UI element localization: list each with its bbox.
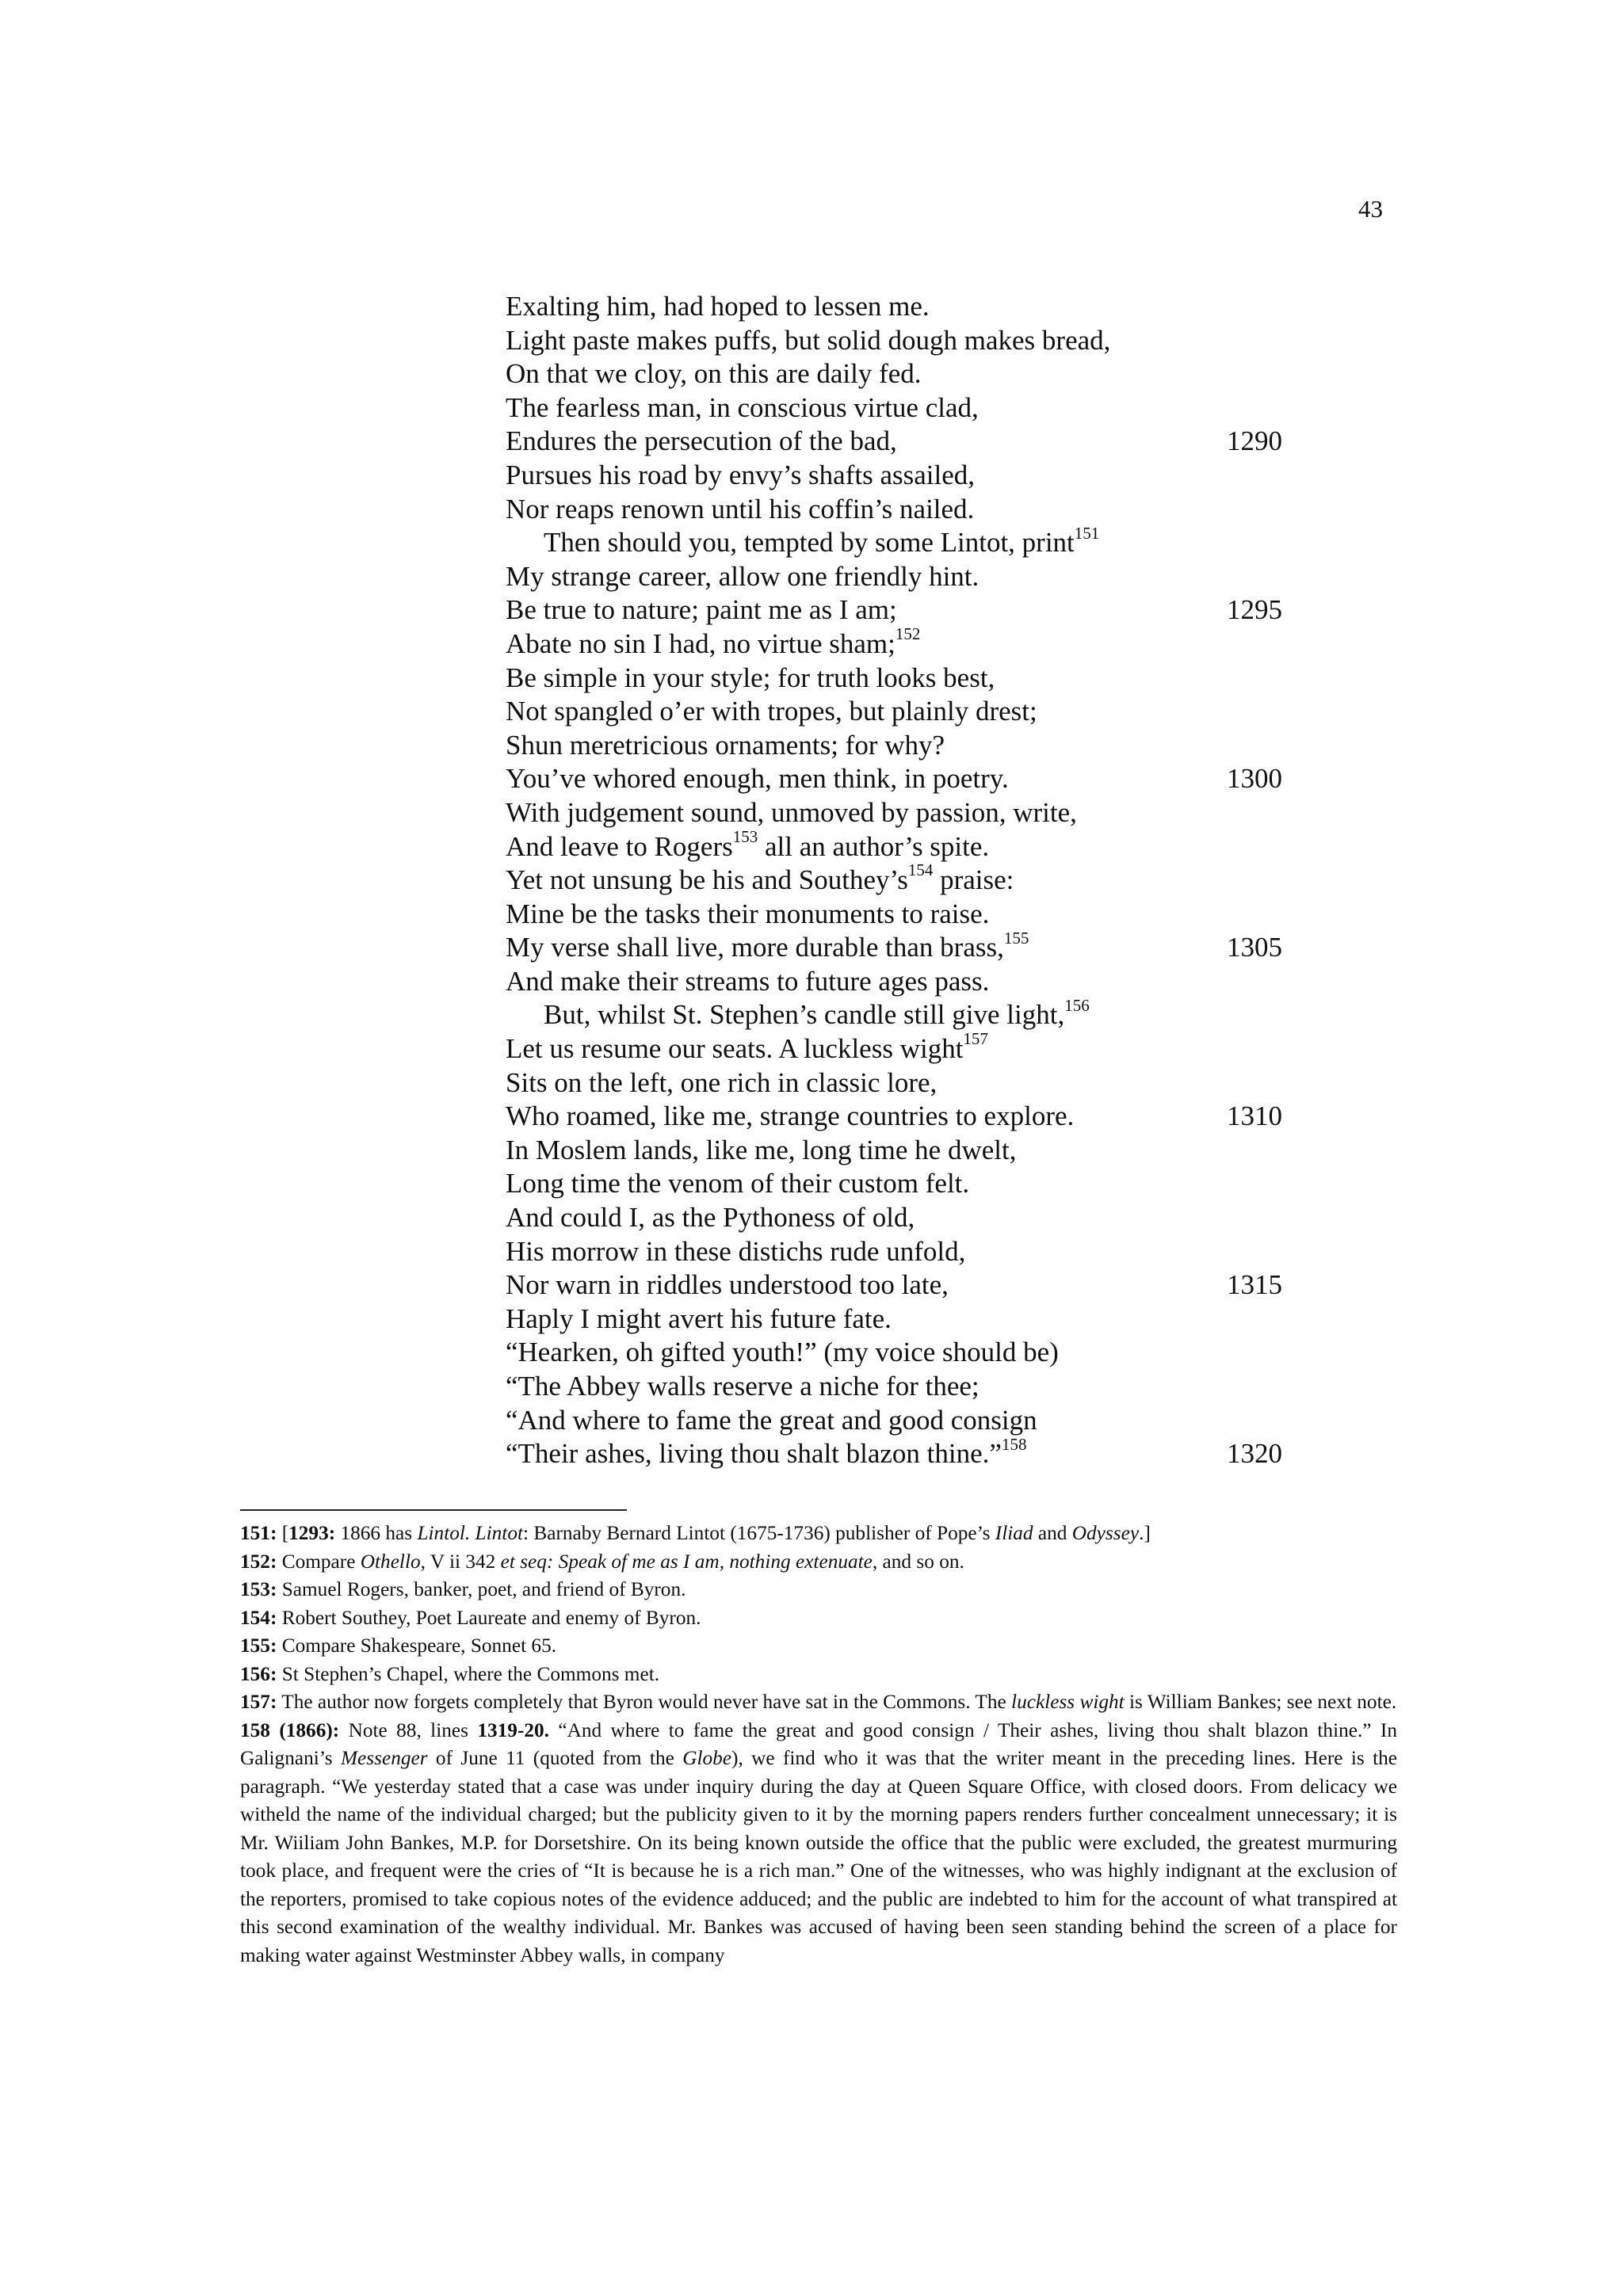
verse-words: The fearless man, in conscious virtue clad, (506, 391, 979, 423)
line-number: 1320 (1227, 1438, 1282, 1470)
footnote-marker[interactable]: 152 (895, 624, 921, 644)
page-number: 43 (1358, 195, 1383, 223)
verse-text (506, 325, 1110, 356)
footnote-text: and (1033, 1522, 1072, 1544)
footnote-text: [ (277, 1522, 289, 1544)
footnote-text: The author now forgets completely that Byron would never have sat in the Commons. The (277, 1691, 1012, 1713)
verse-line (506, 1134, 1314, 1168)
verse-words: Nor warn in riddles understood too late, (506, 1269, 949, 1301)
footnote-label: 154: (240, 1606, 277, 1629)
verse-words: In Moslem lands, like me, long time he dwelt, (506, 1134, 1017, 1165)
verse-text (506, 624, 921, 659)
verse-line (506, 762, 1314, 796)
verse-line (506, 1201, 1314, 1235)
footnote-label: 155: (240, 1634, 277, 1657)
footnote-text: ), we find who it was that the writer meant in the preceding lines. Here is the paragraph. “We yesterday stated that a case was under inquiry during the day at Queen Square Office, with closed doors. From delicacy we witheld the name of the individual charged; but the publicity given to it by the morning papers renders further concealment unnecessary; it is Mr. Wiiliam John Bankes, M.P. for Dorsetshire. On its being known outside the office that the public were excluded, the greatest murmuring took place, and frequent were the cries of “It is because he is a rich man.” One of the witnesses, who was highly indignant at the exclusion of the reporters, promised to take copious notes of the evidence adduced; and the public are indebted to him for the account of what transpired at this second examination of the wealthy individual. Mr. Bankes was accused of having been seen standing behind the screen of a place for making water against Westminster Abbey walls, in company (240, 1747, 1398, 1966)
verse-line (506, 1404, 1314, 1438)
verse-line (506, 695, 1314, 729)
verse-line (506, 928, 1314, 965)
verse-line (506, 1235, 1314, 1269)
line-number: 1300 (1227, 763, 1282, 795)
verse-words: Haply I might avert his future fate. (506, 1302, 892, 1334)
line-number: 1310 (1227, 1100, 1282, 1132)
verse-text (506, 860, 1014, 896)
verse-text (506, 392, 979, 423)
verse-line (506, 995, 1314, 1032)
footnote-emphasis: Othello (360, 1550, 421, 1573)
footnote-label: 156: (240, 1662, 277, 1685)
verse-text (506, 594, 897, 625)
verse-text (506, 291, 930, 322)
line-number: 1295 (1227, 594, 1282, 626)
verse-line (506, 1370, 1314, 1404)
footnote-154 (240, 1604, 1397, 1633)
verse-text (506, 928, 1029, 963)
footnote-text: is William Bankes; see next note. (1124, 1691, 1397, 1713)
verse-line (506, 593, 1314, 627)
verse-words: Endures the persecution of the bad, (506, 425, 897, 457)
footnote-text: Robert Southey, Poet Laureate and enemy of Byron. (277, 1606, 701, 1629)
verse-words: Be true to nature; paint me as I am; (506, 594, 897, 626)
verse-text (506, 425, 897, 456)
verse-text (506, 1405, 1037, 1436)
footnote-text: , and so on. (872, 1550, 964, 1573)
verse-text (506, 1371, 980, 1402)
line-number: 1305 (1227, 932, 1282, 963)
verse-words: You’ve whored enough, men think, in poetry. (506, 763, 1009, 795)
footnote-153 (240, 1576, 1397, 1604)
footnote-text: “And where to fame the great and good consign / Their ashes, living thou shalt blazon thine.” In Galignani’s (240, 1718, 1397, 1769)
footnote-text: Compare (277, 1550, 361, 1573)
verse-text (506, 1168, 969, 1199)
verse-text (506, 1100, 1074, 1131)
verse-line (506, 493, 1314, 527)
footnote-marker[interactable]: 156 (1064, 995, 1090, 1015)
verse-line (506, 965, 1314, 999)
verse-words: Long time the venom of their custom felt. (506, 1168, 970, 1199)
footnote-marker[interactable]: 158 (1001, 1434, 1027, 1454)
footnote-label: 158 (1866): (240, 1718, 340, 1741)
footnote-157 (240, 1688, 1397, 1717)
verse-text (506, 1236, 965, 1267)
verse-words: Who roamed, like me, strange countries to explore. (506, 1100, 1075, 1132)
line-number: 1290 (1227, 425, 1282, 457)
verse-words: Nor reaps renown until his coffin’s nailed. (506, 493, 975, 524)
footnote-emphasis: et seq: Speak of me as I am, nothing extenuate (500, 1550, 873, 1573)
verse-line (506, 391, 1314, 425)
verse-words: Yet not unsung be his and Southey’s (506, 864, 908, 896)
verse-line (506, 624, 1314, 662)
verse-line (506, 523, 1314, 560)
verse-line (506, 290, 1314, 324)
footnote-emphasis: Globe (682, 1747, 732, 1769)
verse-text (506, 358, 922, 389)
footnote-text: Note 88, lines (339, 1718, 478, 1741)
verse-text (506, 1067, 937, 1098)
verse-line (506, 425, 1314, 459)
verse-words: His morrow in these distichs rude unfold, (506, 1235, 966, 1267)
footnote-text: Compare Shakespeare, Sonnet 65. (277, 1634, 557, 1657)
verse-words: My strange career, allow one friendly hint. (506, 560, 980, 592)
footnote-label: 151: (240, 1522, 277, 1544)
verse-words: Exalting him, had hoped to lessen me. (506, 291, 930, 322)
verse-text (506, 1202, 915, 1233)
verse-text (506, 966, 989, 997)
verse-text (506, 797, 1077, 828)
verse-text (506, 561, 979, 592)
footnote-text: 1866 has (335, 1522, 418, 1544)
verse-line (506, 357, 1314, 391)
verse-text (506, 1269, 949, 1300)
footnote-158 (240, 1717, 1397, 1970)
footnote-text: .] (1139, 1522, 1151, 1544)
footnote-emphasis: Lintol. Lintot (417, 1522, 524, 1544)
verse-words: Sits on the left, one rich in classic lore, (506, 1066, 938, 1098)
verse-text (506, 696, 1037, 727)
footnote-151 (240, 1520, 1397, 1548)
verse-line (506, 324, 1314, 358)
footnote-label: 157: (240, 1691, 277, 1713)
verse-words: Be simple in your style; for truth looks best, (506, 662, 995, 693)
verse-line (506, 459, 1314, 493)
footnote-152 (240, 1548, 1397, 1577)
verse-line (506, 1029, 1314, 1066)
verse-line (506, 560, 1314, 594)
verse-text (506, 1029, 988, 1065)
footnote-emphasis: Iliad (995, 1522, 1033, 1544)
footnote-156 (240, 1661, 1397, 1689)
verse-words: Let us resume our seats. A luckless wight (506, 1033, 964, 1065)
verse-line (506, 1434, 1314, 1471)
verse-line (506, 1302, 1314, 1337)
verse-line (506, 860, 1314, 898)
verse-words: Mine be the tasks their monuments to raise. (506, 898, 990, 929)
verse-text (506, 995, 1090, 1031)
footnote-label: 1319-20. (477, 1718, 549, 1741)
footnote-text: Samuel Rogers, banker, poet, and friend of Byron. (277, 1578, 686, 1600)
footnote-marker[interactable]: 154 (907, 860, 934, 880)
verse-text (506, 460, 975, 490)
verse-words: Abate no sin I had, no virtue sham; (506, 627, 896, 659)
footnote-emphasis: Odyssey (1071, 1522, 1140, 1544)
footnote-marker[interactable]: 155 (1003, 928, 1029, 948)
verse-words: “And where to fame the great and good consign (506, 1404, 1037, 1436)
verse-text (506, 1135, 1016, 1165)
verse-line (506, 1167, 1314, 1201)
verse-line (506, 1336, 1314, 1370)
verse-words: “Hearken, oh gifted youth!” (my voice should be) (506, 1337, 1059, 1368)
verse-text (506, 494, 974, 524)
verse-text (506, 730, 945, 761)
verse-line (506, 898, 1314, 932)
verse-text (506, 826, 990, 862)
footnote-marker[interactable]: 153 (732, 826, 758, 846)
footnote-label: 152: (240, 1550, 277, 1573)
footnotes (240, 1520, 1397, 1970)
verse-line (506, 1100, 1314, 1134)
footnote-155 (240, 1632, 1397, 1661)
verse-line (506, 729, 1314, 763)
footnote-label: 153: (240, 1578, 277, 1600)
verse-words: Shun meretricious ornaments; for why? (506, 729, 945, 761)
verse-words: And make their streams to future ages pass. (506, 965, 990, 997)
verse-words: Pursues his road by envy’s shafts assailed, (506, 459, 976, 490)
verse-words: And leave to Rogers (506, 830, 733, 862)
footnote-text: : Barnaby Bernard Lintot (1675-1736) publisher of Pope’s (523, 1522, 995, 1544)
verse-words: With judgement sound, unmoved by passion, write, (506, 796, 1077, 828)
verse-words: Light paste makes puffs, but solid dough makes bread, (506, 324, 1111, 356)
verse-words: My verse shall live, more durable than brass, (506, 932, 1004, 963)
verse-words: Not spangled o’er with tropes, but plainly drest; (506, 696, 1037, 727)
verse-words: praise: (933, 864, 1014, 896)
verse-text (506, 1337, 1059, 1367)
verse-line (506, 826, 1314, 864)
footnote-divider (240, 1509, 627, 1511)
verse-words: And could I, as the Pythoness of old, (506, 1202, 915, 1234)
verse-text (506, 523, 1100, 559)
footnote-text: St Stephen’s Chapel, where the Commons met. (277, 1662, 660, 1685)
verse-line (506, 1066, 1314, 1100)
verse-words: all an author’s spite. (758, 830, 990, 862)
footnote-text: of June 11 (quoted from the (427, 1747, 683, 1769)
verse-text (506, 898, 989, 929)
verse-text (506, 1303, 892, 1334)
footnote-marker[interactable]: 151 (1074, 523, 1100, 543)
footnote-text: , V ii 342 (420, 1550, 501, 1573)
verse-text (506, 1434, 1027, 1470)
verse-words: On that we cloy, on this are daily fed. (506, 358, 922, 390)
line-number: 1315 (1227, 1269, 1282, 1301)
verse-words: “Their ashes, living thou shalt blazon thine.” (506, 1438, 1002, 1470)
verse-line (506, 1268, 1314, 1302)
verse-text (506, 763, 1009, 794)
verse-words: But, whilst St. Stephen’s candle still give light, (544, 999, 1065, 1031)
footnote-marker[interactable]: 157 (963, 1029, 988, 1049)
poem-text (506, 290, 1314, 1471)
footnote-emphasis: Messenger (340, 1747, 428, 1769)
footnote-emphasis: luckless wight (1011, 1691, 1125, 1713)
verse-words: Then should you, tempted by some Lintot, print (544, 527, 1075, 559)
verse-text (506, 662, 995, 693)
verse-line (506, 796, 1314, 830)
footnote-label: 1293: (288, 1522, 336, 1544)
verse-line (506, 662, 1314, 696)
verse-words: “The Abbey walls reserve a niche for thee; (506, 1371, 980, 1402)
